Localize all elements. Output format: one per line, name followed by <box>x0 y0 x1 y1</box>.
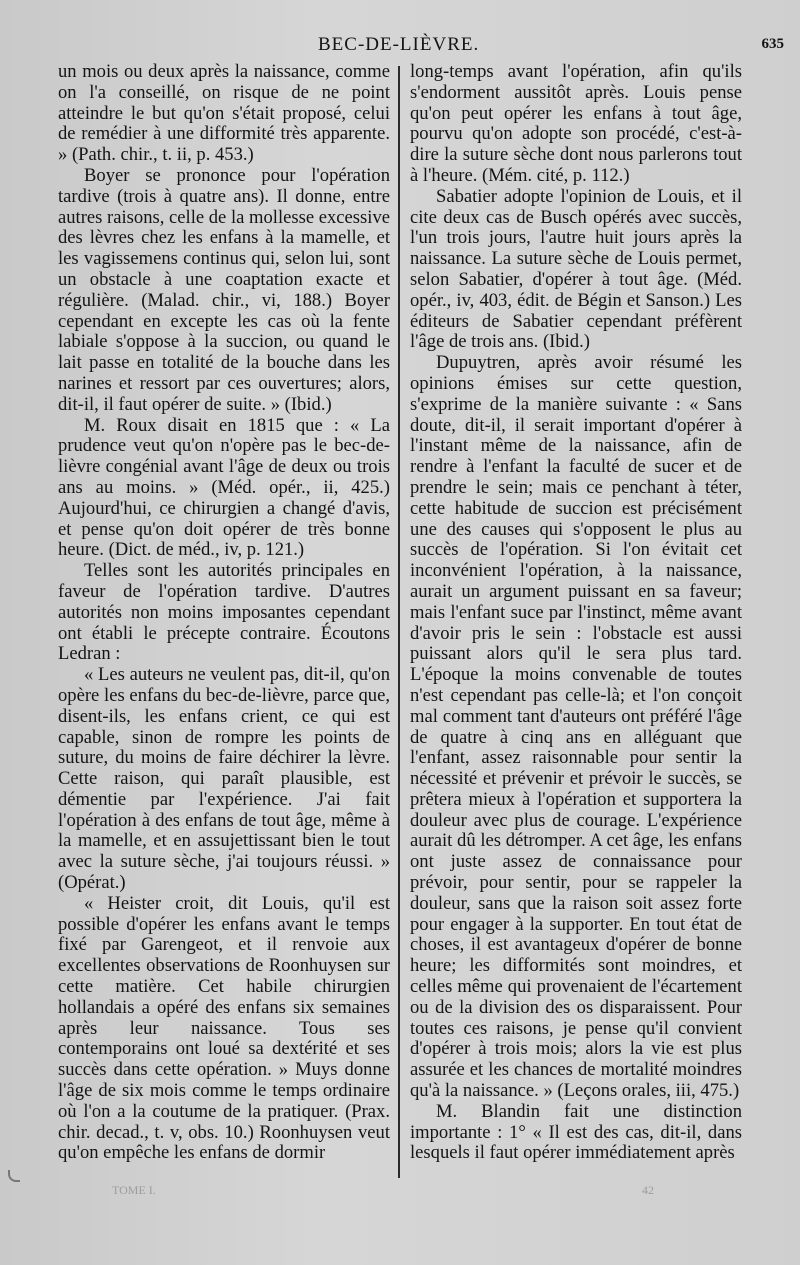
paragraph: « Heister croit, dit Louis, qu'il est possible d'opérer les enfans avant le temps fixé par Garengeot, et il renvoie aux excellentes observations de Roonhuysen sur cette matière. Cet habile chirurgien hollandais a opéré des enfans six semaines après leur naissance. Tous ses contemporains ont loué sa dextérité et ses succès dans cette opération. » Muys donne l'âge de six mois comme le temps ordinaire où l'on a la coutume de la pratiquer. (Prax. chir. decad., t. v, obs. 10.) Roonhuysen veut qu'on empêche les enfans de dormir <box>58 892 390 1164</box>
paragraph: long-temps avant l'opération, afin qu'ils s'endorment aussitôt après. Louis pense qu'on peut opérer les enfans à tout âge, pourvu qu'on adopte son procédé, c'est-à-dire la suture sèche dont nous parlerons tout à l'heure. (Mém. cité, p. 112.) <box>410 61 742 186</box>
paragraph: M. Blandin fait une distinction importante : 1° « Il est des cas, dit-il, dans lesquels il faut opérer immédiatement après <box>410 1100 742 1164</box>
show-through-left: TOME I. <box>112 1183 156 1197</box>
right-column <box>410 62 742 1164</box>
show-through-footer <box>112 1183 712 1197</box>
paragraph: Boyer se prononce pour l'opération tardive (trois à quatre ans). Il donne, entre autres raisons, celle de la mollesse excessive des lèvres chez les enfans à la mamelle, et les vagissemens continus qui, selon lui, sont un obstacle à une coaptation exacte et régulière. (Malad. chir., vi, 188.) Boyer cependant en excepte les cas où la fente labiale s'oppose à la succion, ou quand le lait passe en totalité de la bouche dans les narines et ressort par ces ouvertures; alors, dit-il, il faut opérer de suite. » (Ibid.) <box>58 164 390 415</box>
column-divider <box>398 66 400 1178</box>
left-column <box>58 62 390 1164</box>
paragraph: Sabatier adopte l'opinion de Louis, et il cite deux cas de Busch opérés avec succès, l'un trois jours, l'autre huit jours après la naissance. La suture sèche de Louis permet, selon Sabatier, d'opérer à tout âge. (Méd. opér., iv, 403, édit. de Bégin et Sanson.) Les éditeurs de Sabatier cependant préfèrent l'âge de trois ans. (Ibid.) <box>410 185 742 353</box>
running-title: BEC-DE-LIÈVRE. <box>318 34 480 55</box>
paragraph: Dupuytren, après avoir résumé les opinions émises sur cette question, s'exprime de la manière suivante : « Sans doute, dit-il, il serait important d'opérer à l'instant même de la naissance, afin de rendre à l'enfant la faculté de sucer et de prendre le sein; mais ce penchant à téter, cette habitude de succion est précisément une des causes qui s'opposent le plus au succès de l'opération. Si l'on évitait cet inconvénient l'opération, à la naissance, aurait un argument puissant en sa faveur; mais l'enfant suce par l'instinct, même avant d'avoir pris le sein : l'obstacle est aussi puissant alors qu'il le sera plus tard. L'époque la moins convenable de toutes n'est cependant pas celle-là; et l'on conçoit mal comment tant d'auteurs ont préféré l'âge de quatre à cinq ans en alléguant que l'enfant, assez raisonnable pour sentir la nécessité et prévenir et prévoir le succès, se prêtera mieux à l'opération et supportera la douleur avec plus de courage. L'expérience aurait dû les détromper. A cet âge, les enfans ont juste assez de connaissance pour prévoir, pour sentir, pour se rappeler la douleur, sans que la raison soit assez forte pour engager à la supporter. En tout état de choses, il est avantageux d'opérer de bonne heure; les difformités sont moindres, et celles même qui provenaient de l'écartement ou de la division des os disparaissent. Pour toutes ces raisons, je pense qu'il convient d'opérer à trois mois; alors la vie est plus assurée et les chances de mortalité moindres qu'à la naissance. » (Leçons orales, iii, 475.) <box>410 352 742 1102</box>
show-through-right: 42 <box>642 1183 654 1197</box>
paragraph: « Les auteurs ne veulent pas, dit-il, qu'on opère les enfans du bec-de-lièvre, parce que, disent-ils, les enfans crient, ce qui est capable, sinon de rompre les points de suture, du moins de faire déchirer la lèvre. Cette raison, qui paraît plausible, est démentie par l'expérience. J'ai fait l'opération à des enfans de tout âge, même à la mamelle, et en assujettissant bien le tout avec la suture sèche, j'ai toujours réussi. » (Opérat.) <box>58 664 390 894</box>
paragraph: un mois ou deux après la naissance, comme on l'a conseillé, on risque de ne point atteindre le but qu'on s'était proposé, celui de remédier à une difformité très apparente. » (Path. chir., t. ii, p. 453.) <box>58 61 390 166</box>
paragraph: Telles sont les autorités principales en faveur de l'opération tardive. D'autres autorités non moins imposantes cependant ont établi le précepte contraire. Écoutons Ledran : <box>58 560 390 665</box>
margin-mark <box>8 1170 20 1182</box>
paragraph: M. Roux disait en 1815 que : « La prudence veut qu'on n'opère pas le bec-de-lièvre congénial avant l'âge de deux ou trois ans au moins. » (Méd. opér., ii, 425.) Aujourd'hui, ce chirurgien a changé d'avis, et pense qu'on doit opérer de très bonne heure. (Dict. de méd., iv, p. 121.) <box>58 414 390 561</box>
page-header <box>0 34 800 60</box>
page-number: 635 <box>761 36 784 52</box>
